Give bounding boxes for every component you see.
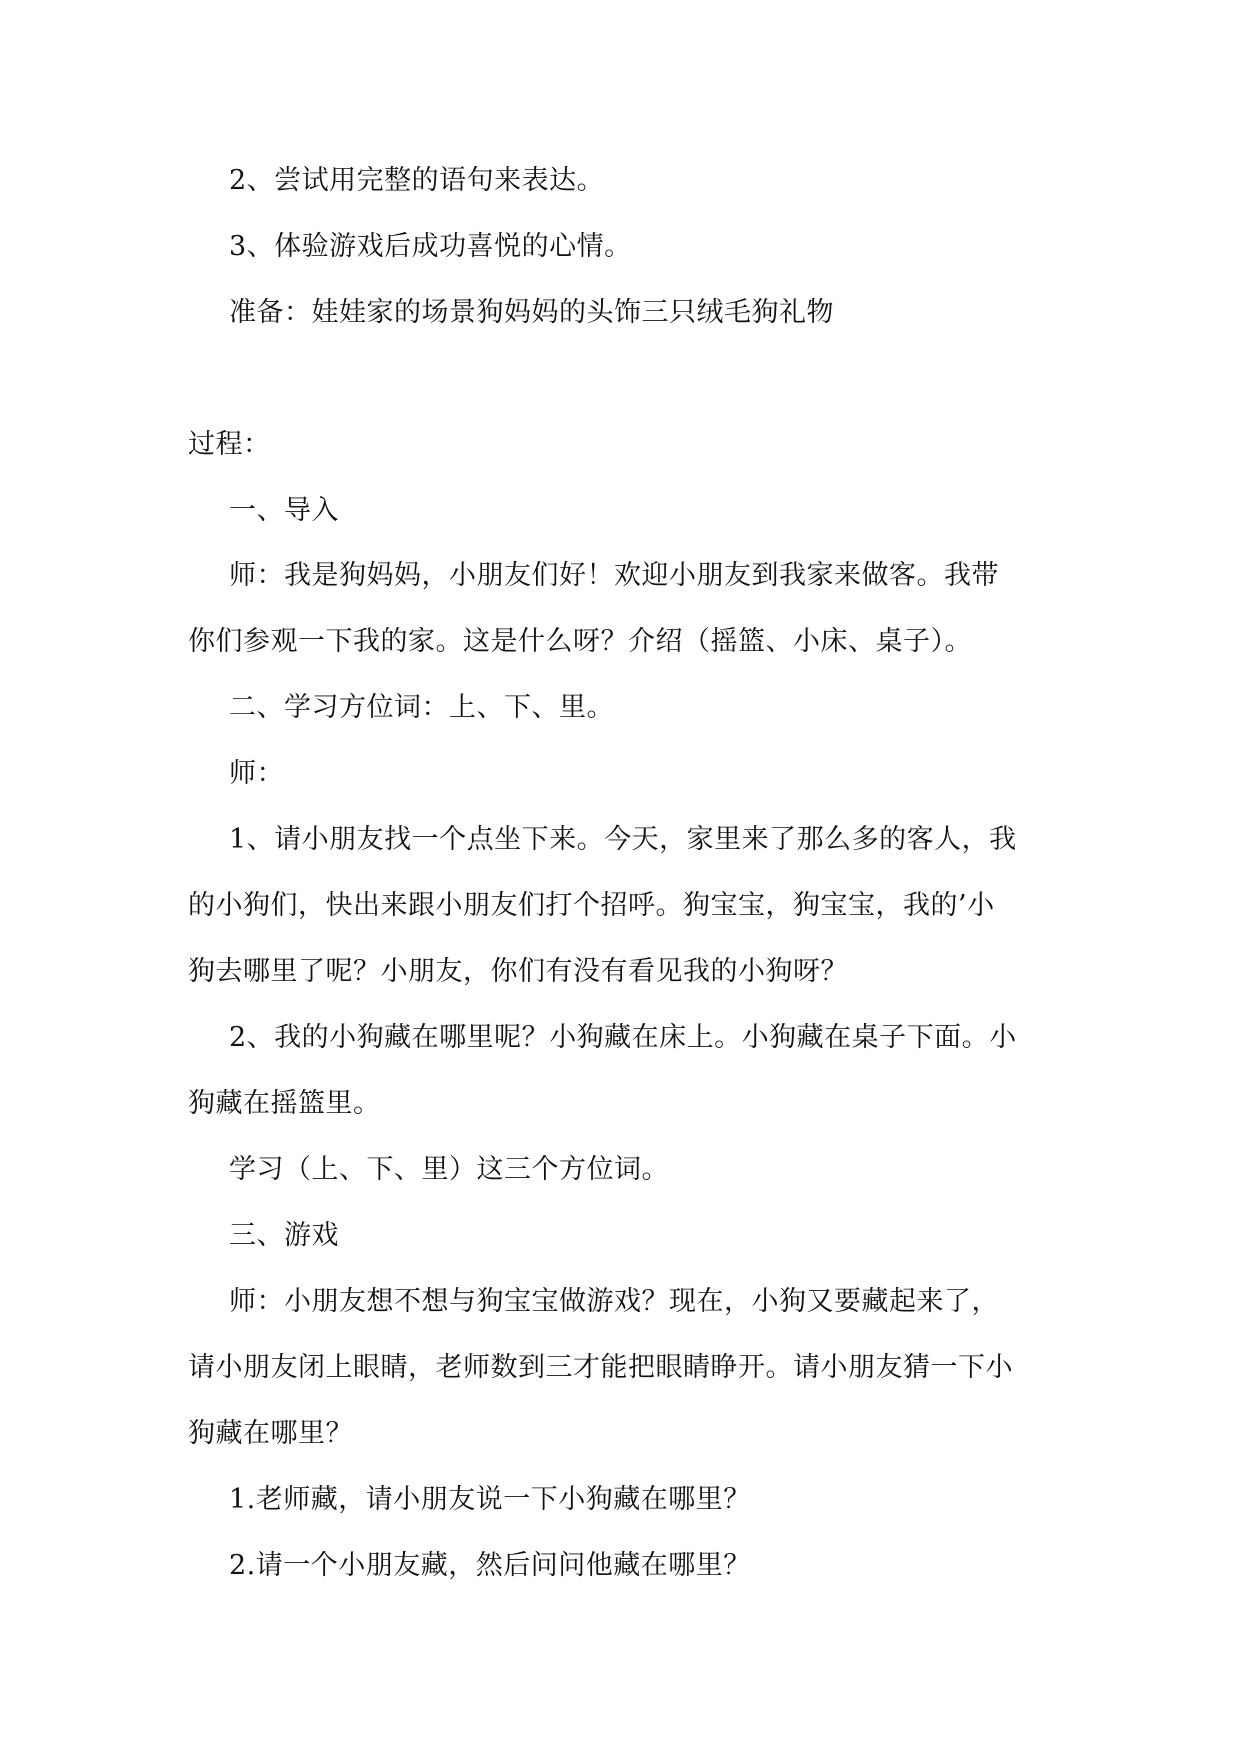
paragraph-line: 狗藏在哪里？ xyxy=(188,1418,353,1449)
section-3-heading: 三、游戏 xyxy=(229,1220,339,1251)
paragraph-line: 你们参观一下我的家。这是什么呀？介绍（摇篮、小床、桌子）。 xyxy=(188,626,972,657)
paragraph-line: 1、请小朋友找一个点坐下来。今天，家里来了那么多的客人，我 xyxy=(229,824,1017,855)
paragraph-line: 狗藏在摇篮里。 xyxy=(188,1088,381,1119)
teacher-label: 师： xyxy=(229,758,284,789)
paragraph-line: 狗去哪里了呢？小朋友，你们有没有看见我的小狗呀？ xyxy=(188,956,848,987)
paragraph-line: 学习（上、下、里）这三个方位词。 xyxy=(229,1154,669,1185)
list-item: 1.老师藏，请小朋友说一下小狗藏在哪里？ xyxy=(229,1484,751,1515)
objective-3: 3、体验游戏后成功喜悦的心情。 xyxy=(229,231,632,262)
paragraph-line: 师：我是狗妈妈，小朋友们好！欢迎小朋友到我家来做客。我带 xyxy=(229,560,999,591)
paragraph-line: 请小朋友闭上眼睛，老师数到三才能把眼睛睁开。请小朋友猜一下小 xyxy=(188,1352,1013,1383)
preparation: 准备：娃娃家的场景狗妈妈的头饰三只绒毛狗礼物 xyxy=(229,297,834,328)
paragraph-line: 师：小朋友想不想与狗宝宝做游戏？现在，小狗又要藏起来了， xyxy=(229,1286,999,1317)
paragraph-line: 的小狗们，快出来跟小朋友们打个招呼。狗宝宝，狗宝宝，我的’小 xyxy=(188,890,995,921)
list-item: 2.请一个小朋友藏，然后问问他藏在哪里？ xyxy=(229,1550,751,1581)
section-1-heading: 一、导入 xyxy=(229,495,339,526)
paragraph-line: 2、我的小狗藏在哪里呢？小狗藏在床上。小狗藏在桌子下面。小 xyxy=(229,1022,1017,1053)
objective-2: 2、尝试用完整的语句来表达。 xyxy=(229,165,605,196)
section-2-heading: 二、学习方位词：上、下、里。 xyxy=(229,692,614,723)
process-heading: 过程： xyxy=(188,429,271,460)
